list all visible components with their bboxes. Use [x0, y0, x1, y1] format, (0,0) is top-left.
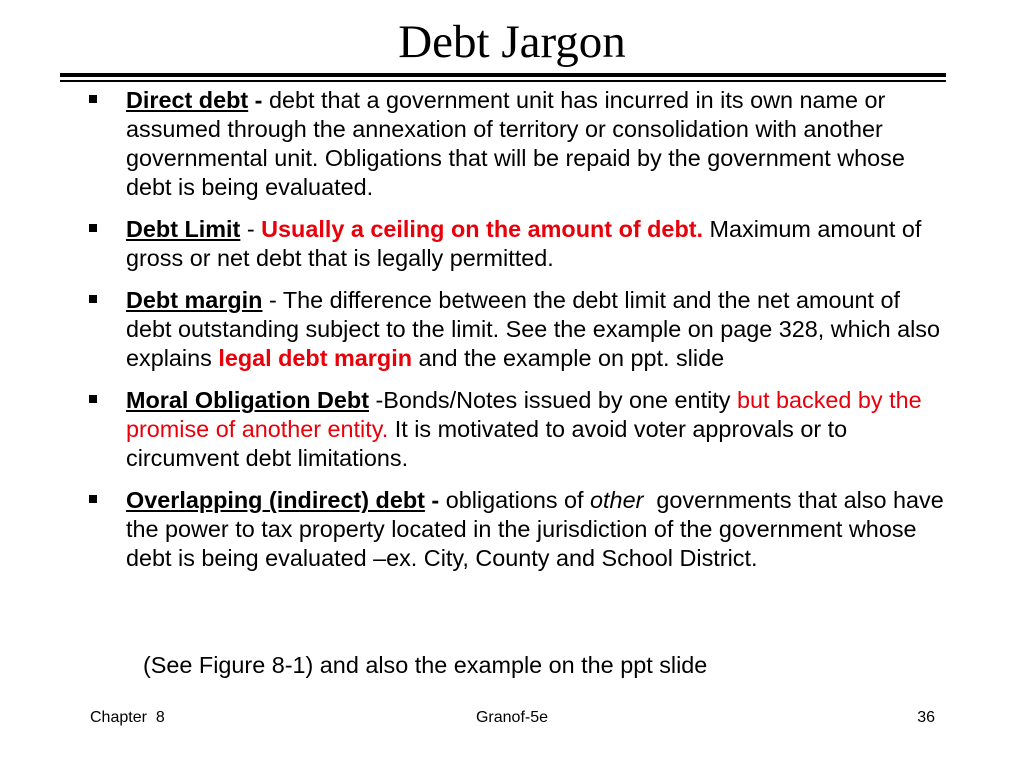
term-direct-debt: Direct debt	[126, 87, 249, 113]
title-rule-thin	[60, 80, 946, 82]
slide-title: Debt Jargon	[398, 16, 626, 68]
title-rule-thick	[60, 73, 946, 77]
bullet-debt-limit	[0, 215, 1024, 273]
italic-text: other	[590, 487, 644, 513]
bullet-debt-margin	[0, 286, 1024, 373]
footer-page-number: 36	[917, 709, 935, 726]
square-bullet-icon	[89, 95, 97, 103]
definition-text-tail: and the example on ppt. slide	[412, 345, 725, 371]
bullet-direct-debt	[0, 86, 1024, 202]
emphasis-text: legal debt margin	[218, 345, 412, 371]
square-bullet-icon	[89, 224, 97, 232]
square-bullet-icon	[89, 395, 97, 403]
definition-text: debt that a government unit has incurred in its own name or assumed through the annexation of territory or consolidation with another governmental unit. Obligations that will be repaid by the government whose debt is being evaluated.	[126, 87, 905, 200]
separator: -	[248, 87, 269, 113]
term-overlapping-debt: Overlapping (indirect) debt	[126, 487, 425, 513]
footer-book: Granof-5e	[475, 709, 549, 726]
definition-text: obligations of	[445, 487, 591, 513]
term-moral-obligation-debt: Moral Obligation Debt	[126, 387, 369, 413]
term-debt-margin: Debt margin	[126, 287, 263, 313]
term-debt-limit: Debt Limit	[126, 216, 241, 242]
definition-text: - The difference between the debt limit and the net amount of debt outstanding subject to the limit. See the example on page 328, which also explains	[126, 287, 947, 371]
emphasis-text: Usually a ceiling on the amount of debt.	[261, 216, 704, 242]
footer-chapter: Chapter 8	[90, 709, 165, 726]
figure-note: (See Figure 8-1) and also the example on the ppt slide	[143, 652, 708, 678]
square-bullet-icon	[89, 495, 97, 503]
separator: -	[240, 216, 262, 242]
separator: -	[424, 487, 446, 513]
emphasis-text: but backed by the promise of another entity.	[126, 387, 922, 442]
bullet-moral-obligation-debt	[0, 386, 1024, 473]
definition-text: -Bonds/Notes issued by one entity	[369, 387, 737, 413]
definition-text-tail: It is motivated to avoid voter approvals or to circumvent debt limitations.	[126, 416, 854, 471]
definition-text: Maximum amount of gross or net debt that is legally permitted.	[126, 216, 922, 271]
square-bullet-icon	[89, 295, 97, 303]
definition-text-tail: governments that also have the power to tax property located in the jurisdiction of the government whose debt is being evaluated –ex. City, County and School District.	[126, 487, 951, 571]
bullet-list	[0, 86, 1024, 586]
bullet-overlapping-debt	[0, 486, 1024, 573]
